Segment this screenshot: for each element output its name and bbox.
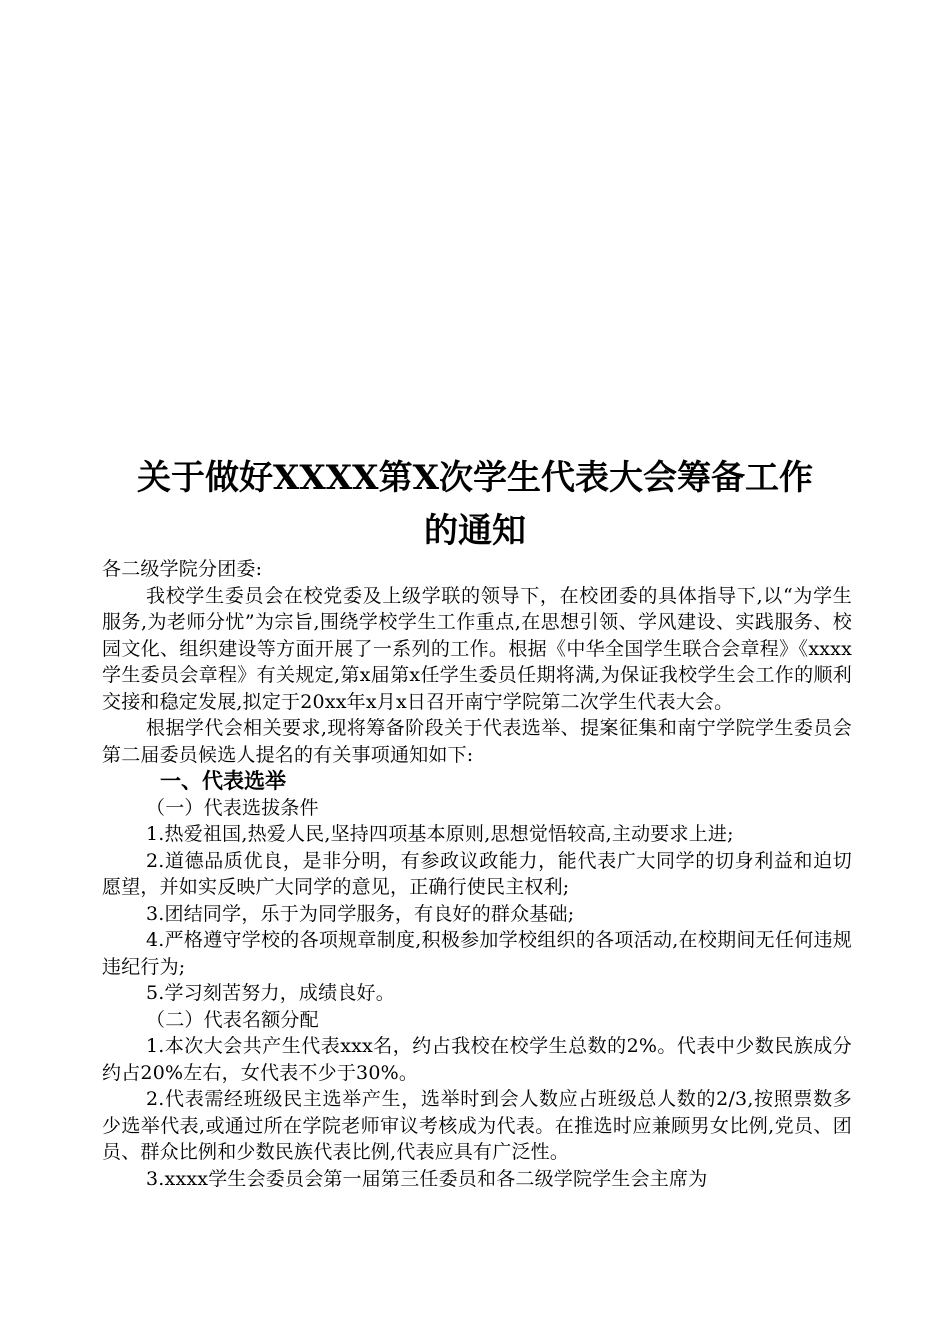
second-paragraph: 根据学代会相关要求,现将筹备阶段关于代表选举、提案征集和南宁学院学生委员会第二届委员候选人提名的有关事项通知如下: [102, 717, 852, 766]
subsection-heading-2: （二）代表名额分配 [146, 1008, 319, 1031]
condition-item: 2.道德品质优良，是非分明，有参政议政能力，能代表广大同学的切身利益和迫切愿望，并如实反映广大同学的意见，正确行使民主权利; [102, 849, 852, 898]
intro-paragraph: 我校学生委员会在校党委及上级学联的领导下，在校团委的具体指导下,以“为学生服务,为老师分忧”为宗旨,围绕学校学生工作重点,在思想引领、学风建设、实践服务、校园文化、组织建设等方面开展了一系列的工作。根据《中华全国学生联合会章程》《xxxx学生委员会章程》有关规定,第x届第x任学生委员任期将满,为保证我校学生会工作的顺利交接和稳定发展,拟定于20xx年x月x日召开南宁学院第二次学生代表大会。 [102, 584, 852, 713]
salutation: 各二级学院分团委: [102, 558, 263, 580]
section-heading-1: 一、代表选举 [160, 769, 286, 793]
condition-item: 4.严格遵守学校的各项规章制度,积极参加学校组织的各项活动,在校期间无任何违规违纪行为; [102, 929, 852, 978]
quota-item: 2.代表需经班级民主选举产生，选举时到会人数应占班级总人数的2/3,按照票数多少选举代表,或通过所在学院老师审议考核成为代表。在推选时应兼顾男女比例,党员、团员、群众比例和少数民族代表比例,代表应具有广泛性。 [102, 1088, 852, 1163]
quota-item: 3.xxxx学生会委员会第一届第三任委员和各二级学院学生会主席为 [146, 1167, 708, 1190]
condition-item: 5.学习刻苦努力，成绩良好。 [146, 982, 395, 1004]
condition-item: 1.热爱祖国,热爱人民,坚持四项基本原则,思想觉悟较高,主动要求上进; [146, 823, 734, 845]
condition-item: 3.团结同学，乐于为同学服务，有良好的群众基础; [146, 902, 575, 925]
quota-item: 1.本次大会共产生代表xxx名，约占我校在校学生总数的2%。代表中少数民族成分约占20%左右，女代表不少于30%。 [102, 1035, 852, 1084]
document-title-line-2: 的通知 [424, 511, 526, 551]
document-body [102, 556, 852, 1192]
subsection-heading-1: （一）代表选拔条件 [146, 796, 319, 819]
document-title-line-1: 关于做好XXXX第X次学生代表大会筹备工作 [137, 458, 813, 498]
